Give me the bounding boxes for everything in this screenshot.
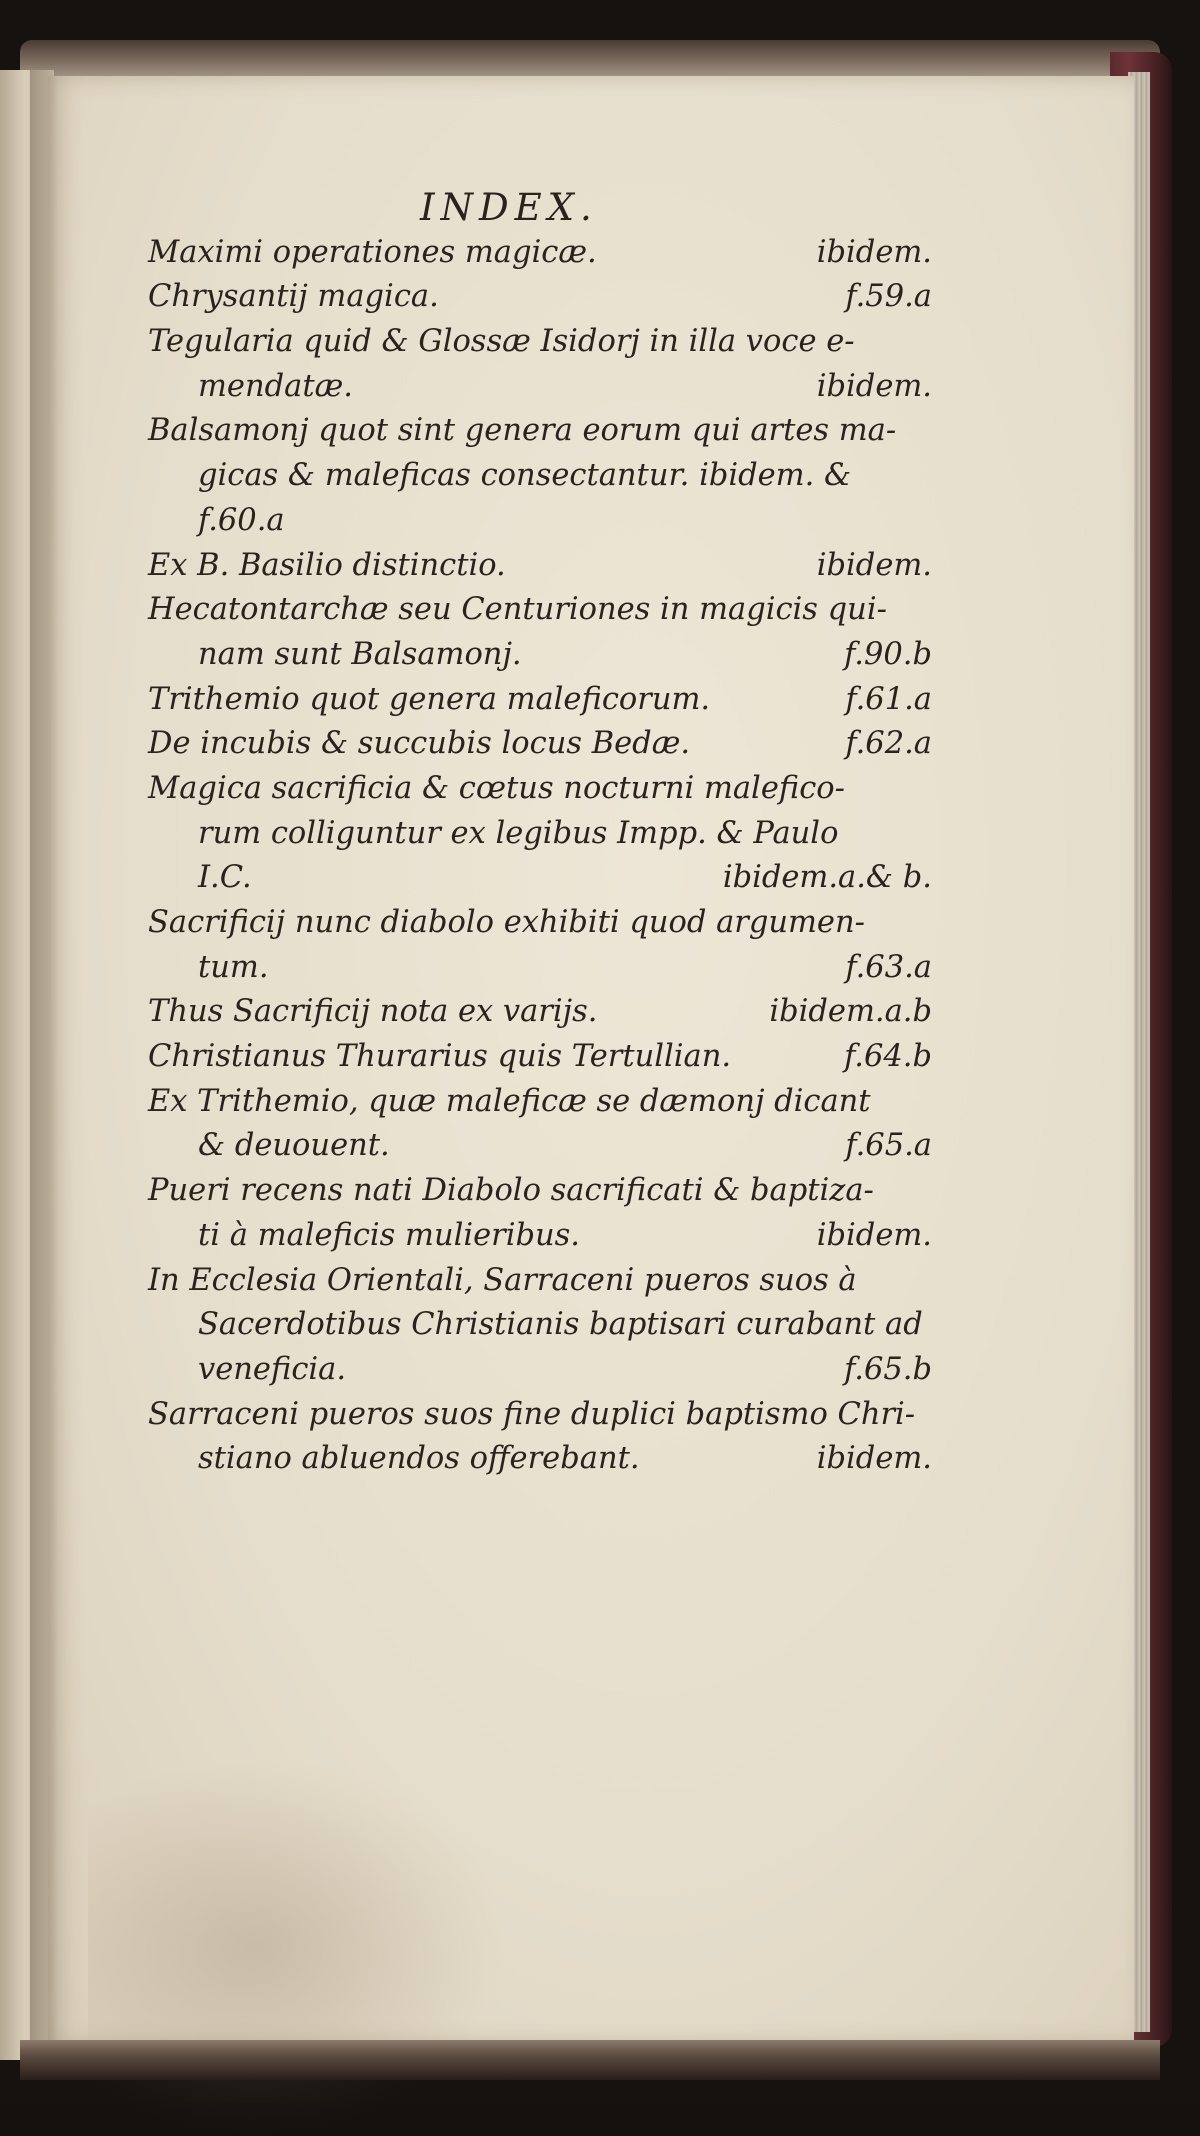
entry-reference: f.64.b xyxy=(844,1039,932,1075)
entry-reference: ibidem. xyxy=(816,368,932,404)
entry-reference: ibidem. xyxy=(816,547,932,583)
index-entry xyxy=(148,231,932,276)
entry-text: nam sunt Balsamonj. xyxy=(198,636,522,672)
entry-reference: ibidem.a.& b. xyxy=(722,860,932,896)
index-entry xyxy=(148,320,932,409)
book-top-edge xyxy=(20,40,1160,80)
index-entry xyxy=(148,409,932,543)
gutter-shadow xyxy=(30,70,58,2060)
index-entry xyxy=(148,990,932,1035)
entry-text: Tegularia quid & Glossæ Isidorj in illa voce e- xyxy=(148,324,855,360)
entry-text: Magica sacrificia & cœtus nocturni malefico- xyxy=(148,770,845,806)
entry-text: In Ecclesia Orientali, Sarraceni pueros suos à xyxy=(148,1262,857,1298)
entry-text: Ex Trithemio, quæ maleficæ se dæmonj dicant xyxy=(148,1083,871,1119)
index-entry xyxy=(148,1035,932,1080)
entry-text: Chrysantij magica. xyxy=(148,279,439,315)
page-header: INDEX. xyxy=(420,186,598,229)
index-entry xyxy=(148,275,932,320)
entry-text: Christianus Thurarius quis Tertullian. xyxy=(148,1039,732,1075)
entry-reference: ibidem. xyxy=(816,1441,932,1477)
entry-text: Hecatontarchæ seu Centuriones in magicis qui- xyxy=(148,592,887,628)
entry-text: Maximi operationes magicæ. xyxy=(148,234,597,270)
entry-text: ti à maleficis mulieribus. xyxy=(198,1217,580,1253)
entry-text: Pueri recens nati Diabolo sacrificati & baptiza- xyxy=(148,1173,874,1209)
index-entry xyxy=(148,1169,932,1258)
index-entry xyxy=(148,1393,932,1482)
entry-reference: f.62.a xyxy=(845,726,932,762)
book-bottom-edge xyxy=(20,2040,1160,2080)
entry-reference: f.59.a xyxy=(845,279,932,315)
index-entry xyxy=(148,767,932,901)
entry-reference: ibidem.a.b xyxy=(769,994,932,1030)
entry-reference: f.90.b xyxy=(844,636,932,672)
index-entry xyxy=(148,1080,932,1169)
entry-text: & deuouent. xyxy=(198,1128,390,1164)
entry-text: Sacrificij nunc diabolo exhibiti quod argumen- xyxy=(148,905,865,940)
index-entry xyxy=(148,544,932,589)
entry-text: Thus Sacrificij nota ex varijs. xyxy=(148,994,598,1030)
entry-text: Trithemio quot genera maleficorum. xyxy=(148,681,711,717)
index-entry xyxy=(148,901,932,990)
index-list xyxy=(148,186,932,1482)
entry-text: I.C. xyxy=(198,860,252,896)
entry-text: tum. xyxy=(198,949,269,985)
entry-reference: f.63.a xyxy=(845,949,932,985)
index-entry xyxy=(148,722,932,767)
entry-text: Balsamonj quot sint genera eorum qui artes ma- xyxy=(148,413,897,449)
entry-text: veneficia. xyxy=(198,1351,347,1387)
index-entry xyxy=(148,678,932,723)
index-entry xyxy=(148,588,932,677)
entry-text: f.60.a xyxy=(198,502,285,538)
entry-text: Ex B. Basilio distinctio. xyxy=(148,547,506,583)
entry-reference: ibidem. xyxy=(816,234,932,270)
entry-text: Sarraceni pueros suos fine duplici baptismo Chri- xyxy=(148,1396,916,1432)
entry-text: mendatæ. xyxy=(198,368,353,404)
index-entry xyxy=(148,1259,932,1393)
entry-text: gicas & maleficas consectantur. ibidem. & xyxy=(198,458,852,494)
entry-reference: f.65.b xyxy=(844,1351,932,1387)
entry-text: stiano abluendos offerebant. xyxy=(198,1441,640,1477)
entry-text: rum colliguntur ex legibus Impp. & Paulo xyxy=(198,815,839,851)
entry-reference: f.61.a xyxy=(845,681,932,717)
entry-reference: ibidem. xyxy=(816,1217,932,1253)
entry-text: Sacerdotibus Christianis baptisari curabant ad xyxy=(198,1307,923,1343)
entry-text: De incubis & succubis locus Bedæ. xyxy=(148,726,691,762)
entry-reference: f.65.a xyxy=(845,1128,932,1164)
